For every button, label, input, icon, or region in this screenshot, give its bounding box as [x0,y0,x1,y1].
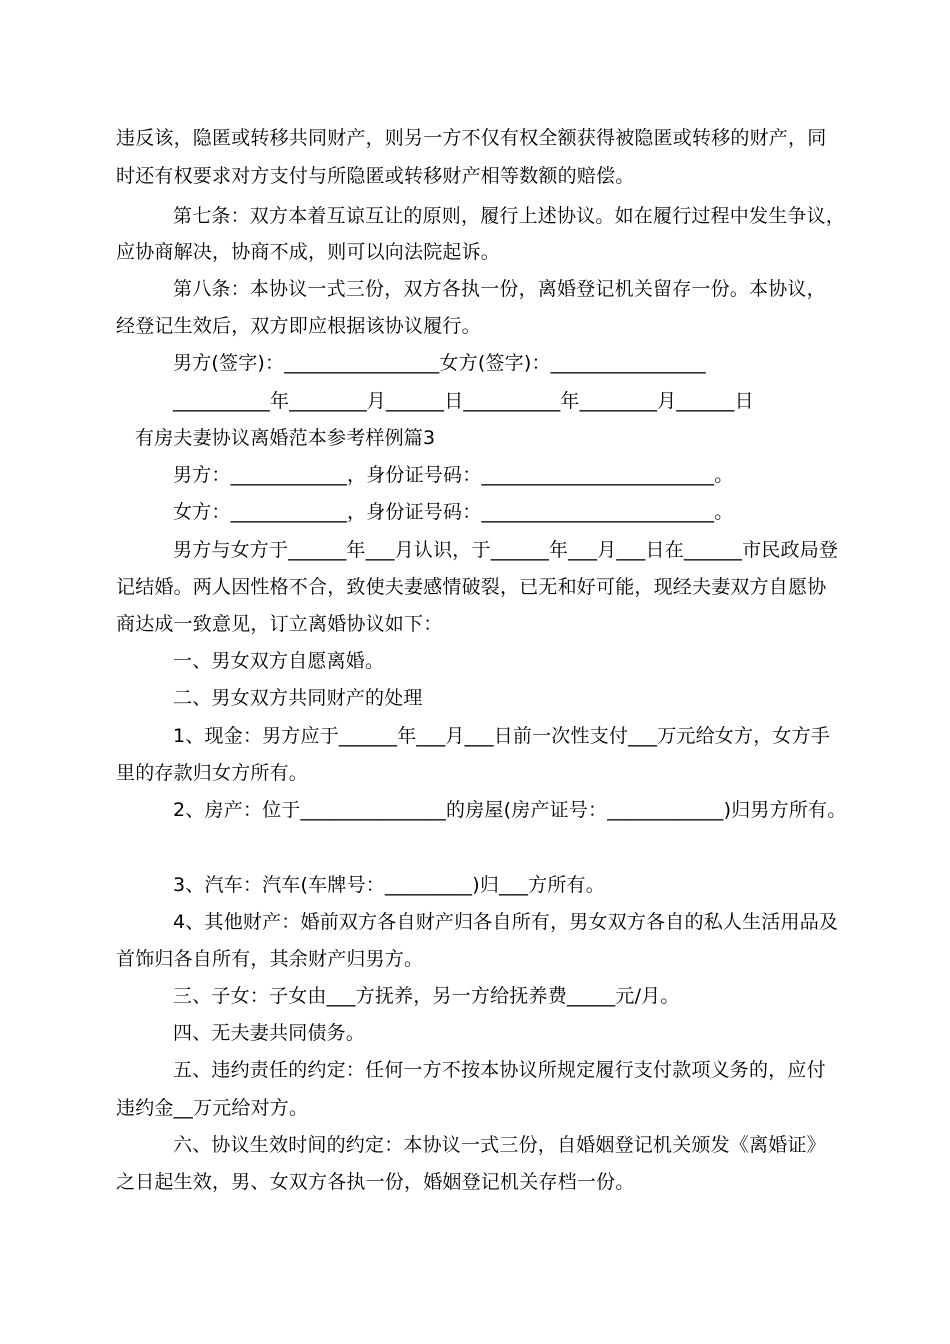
section-title: 有房夫妻协议离婚范本参考样例篇3 [135,427,436,449]
text-line: 男方与女方于______年___月认识，于______年___月___日在______市民政局登 [173,539,839,561]
text-line: 经登记生效后，双方即应根据该协议履行。 [116,315,481,337]
text-line: 四、无夫妻共同债务。 [173,1022,366,1044]
text-line: 女方：____________，身份证号码：________________________。 [173,501,734,523]
text-line: 六、协议生效时间的约定：本协议一式三份，自婚姻登记机关颁发《离婚证》 [173,1134,826,1156]
text-line: 时还有权要求对方支付与所隐匿或转移财产相等数额的赔偿。 [116,165,635,187]
text-line: 二、男女双方共同财产的处理 [173,687,423,709]
text-line: 商达成一致意见，订立离婚协议如下： [116,613,443,635]
text-line: 三、子女：子女由___方抚养，另一方给抚养费_____元/月。 [173,985,680,1007]
text-line: 第八条：本协议一式三份，双方各执一份，离婚登记机关留存一份。本协议， [173,278,826,300]
text-line: 4、其他财产：婚前双方各自财产归各自所有，男女双方各自的私人生活用品及 [173,911,839,933]
text-line: 里的存款归女方所有。 [116,762,309,784]
text-line: 一、男女双方自愿离婚。 [173,650,385,672]
signature-line: 男方(签字)：________________女方(签字)：________________ [173,352,706,374]
text-line: 违约金__万元给对方。 [116,1097,309,1119]
text-line: 违反该，隐匿或转移共同财产，则另一方不仅有权全额获得被隐匿或转移的财产，同 [116,127,827,149]
text-line: 男方：____________，身份证号码：________________________。 [173,464,734,486]
text-line: 1、现金：男方应于______年___月___日前一次性支付___万元给女方，女方手 [173,725,830,747]
text-line: 应协商解决，协商不成，则可以向法院起诉。 [116,241,501,263]
text-line: 五、违约责任的约定：任何一方不按本协议所规定履行支付款项义务的，应付 [173,1059,826,1081]
text-line: 2、房产：位于_______________的房屋(房产证号：____________)归男方所有。 [173,799,847,821]
text-line: 之日起生效，男、女双方各执一份，婚姻登记机关存档一份。 [116,1171,635,1193]
date-line: __________年________月______日__________年________月______日 [173,390,754,412]
text-line: 3、汽车：汽车(车牌号：_________)归___方所有。 [173,874,605,896]
text-line: 记结婚。两人因性格不合，致使夫妻感情破裂，已无和好可能，现经夫妻双方自愿协 [116,576,827,598]
text-line: 第七条：双方本着互谅互让的原则，履行上述协议。如在履行过程中发生争议， [173,205,846,227]
text-line: 首饰归各自所有，其余财产归男方。 [116,948,424,970]
